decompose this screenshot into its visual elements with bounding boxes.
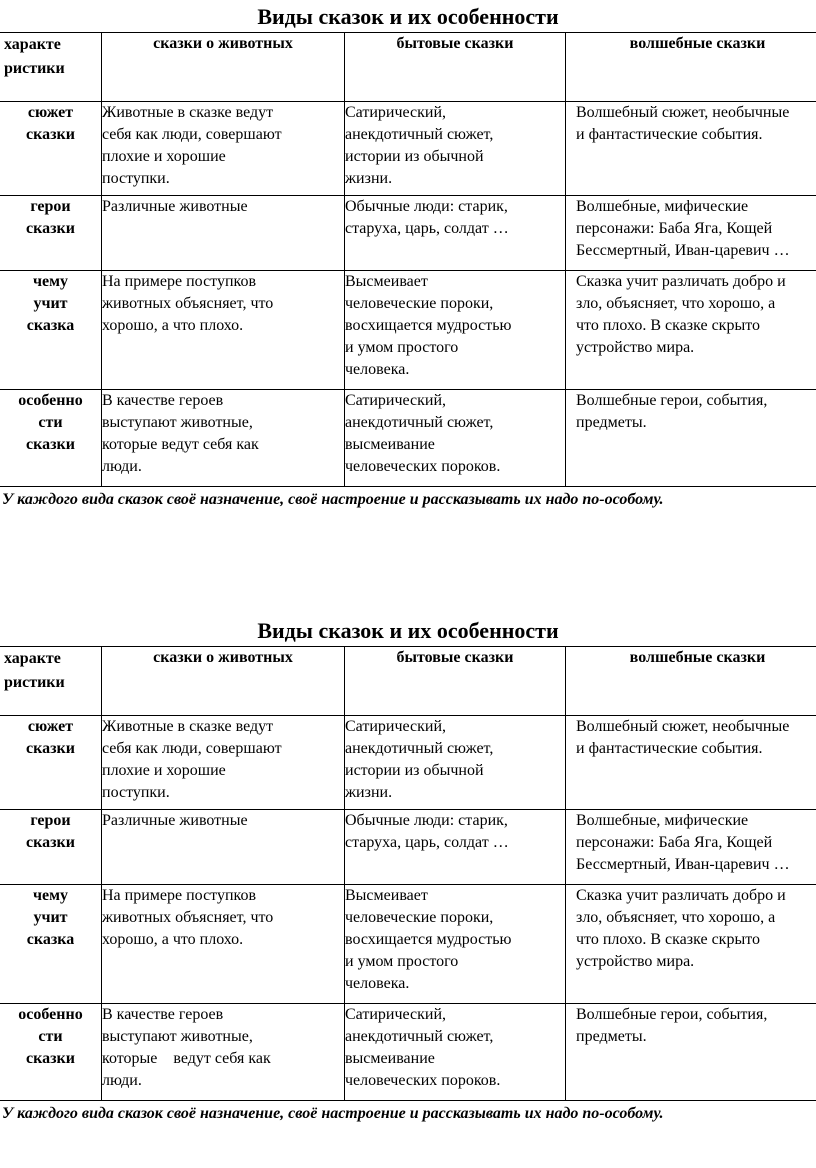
table-cell: Волшебные, мифические персонажи: Баба Яга, Кощей Бессмертный, Иван-царевич … bbox=[566, 810, 816, 885]
table-cell: Различные животные bbox=[102, 810, 345, 885]
row-label: сюжет сказки bbox=[0, 716, 102, 810]
table-cell: На примере поступков животных объясняет, что хорошо, а что плохо. bbox=[102, 271, 345, 390]
table-cell: Высмеивает человеческие пороки, восхищается мудростью и умом простого человека. bbox=[345, 271, 566, 390]
table-block-1 bbox=[0, 0, 816, 513]
table-cell: Животные в сказке ведут себя как люди, совершают плохие и хорошие поступки. bbox=[102, 102, 345, 196]
table-cell: В качестве героев выступают животные, которые ведут себя как люди. bbox=[102, 1004, 345, 1101]
row-label: особенно сти сказки bbox=[0, 390, 102, 487]
header-characteristics: характе ристики bbox=[0, 647, 102, 716]
table-row bbox=[0, 271, 816, 390]
table-cell: В качестве героев выступают животные, которые ведут себя как люди. bbox=[102, 390, 345, 487]
table-cell: Волшебные герои, события, предметы. bbox=[566, 1004, 816, 1101]
table-row bbox=[0, 1004, 816, 1101]
table-cell: Сказка учит различать добро и зло, объясняет, что хорошо, а что плохо. В сказке скрыто устройство мира. bbox=[566, 885, 816, 1004]
header-everyday-tales: бытовые сказки bbox=[345, 647, 566, 716]
table-cell: На примере поступков животных объясняет, что хорошо, а что плохо. bbox=[102, 885, 345, 1004]
header-magic-tales: волшебные сказки bbox=[566, 647, 816, 716]
table-cell: Волшебный сюжет, необычные и фантастические события. bbox=[566, 716, 816, 810]
row-label: особенно сти сказки bbox=[0, 1004, 102, 1101]
table-cell: Высмеивает человеческие пороки, восхищается мудростью и умом простого человека. bbox=[345, 885, 566, 1004]
footer-note: У каждого вида сказок своё назначение, своё настроение и рассказывать их надо по-особому. bbox=[2, 1105, 664, 1122]
table-row bbox=[0, 196, 816, 271]
header-animal-tales: сказки о животных bbox=[102, 33, 345, 102]
table-row bbox=[0, 390, 816, 487]
header-characteristics: характе ристики bbox=[0, 33, 102, 102]
table-cell: Волшебные, мифические персонажи: Баба Яга, Кощей Бессмертный, Иван-царевич … bbox=[566, 196, 816, 271]
fairy-tales-table bbox=[0, 646, 816, 1101]
page-title: Виды сказок и их особенности bbox=[257, 618, 559, 643]
header-everyday-tales: бытовые сказки bbox=[345, 33, 566, 102]
page-title: Виды сказок и их особенности bbox=[257, 4, 559, 29]
table-row bbox=[0, 716, 816, 810]
table-cell: Сатирический, анекдотичный сюжет, истории из обычной жизни. bbox=[345, 716, 566, 810]
header-magic-tales: волшебные сказки bbox=[566, 33, 816, 102]
table-cell: Сатирический, анекдотичный сюжет, высмеивание человеческих пороков. bbox=[345, 390, 566, 487]
table-header-row bbox=[0, 33, 816, 102]
table-cell: Волшебный сюжет, необычные и фантастические события. bbox=[566, 102, 816, 196]
header-animal-tales: сказки о животных bbox=[102, 647, 345, 716]
fairy-tales-table bbox=[0, 32, 816, 487]
table-cell: Волшебные герои, события, предметы. bbox=[566, 390, 816, 487]
table-cell: Обычные люди: старик, старуха, царь, солдат … bbox=[345, 196, 566, 271]
table-row bbox=[0, 885, 816, 1004]
table-row bbox=[0, 102, 816, 196]
table-block-2 bbox=[0, 614, 816, 1127]
footer-note: У каждого вида сказок своё назначение, своё настроение и рассказывать их надо по-особому. bbox=[2, 491, 664, 508]
table-cell: Обычные люди: старик, старуха, царь, солдат … bbox=[345, 810, 566, 885]
table-cell: Животные в сказке ведут себя как люди, совершают плохие и хорошие поступки. bbox=[102, 716, 345, 810]
row-label: герои сказки bbox=[0, 196, 102, 271]
table-header-row bbox=[0, 647, 816, 716]
row-label: чему учит сказка bbox=[0, 271, 102, 390]
row-label: сюжет сказки bbox=[0, 102, 102, 196]
row-label: герои сказки bbox=[0, 810, 102, 885]
row-label: чему учит сказка bbox=[0, 885, 102, 1004]
table-cell: Различные животные bbox=[102, 196, 345, 271]
table-cell: Сказка учит различать добро и зло, объясняет, что хорошо, а что плохо. В сказке скрыто устройство мира. bbox=[566, 271, 816, 390]
table-cell: Сатирический, анекдотичный сюжет, высмеивание человеческих пороков. bbox=[345, 1004, 566, 1101]
table-row bbox=[0, 810, 816, 885]
table-cell: Сатирический, анекдотичный сюжет, истории из обычной жизни. bbox=[345, 102, 566, 196]
